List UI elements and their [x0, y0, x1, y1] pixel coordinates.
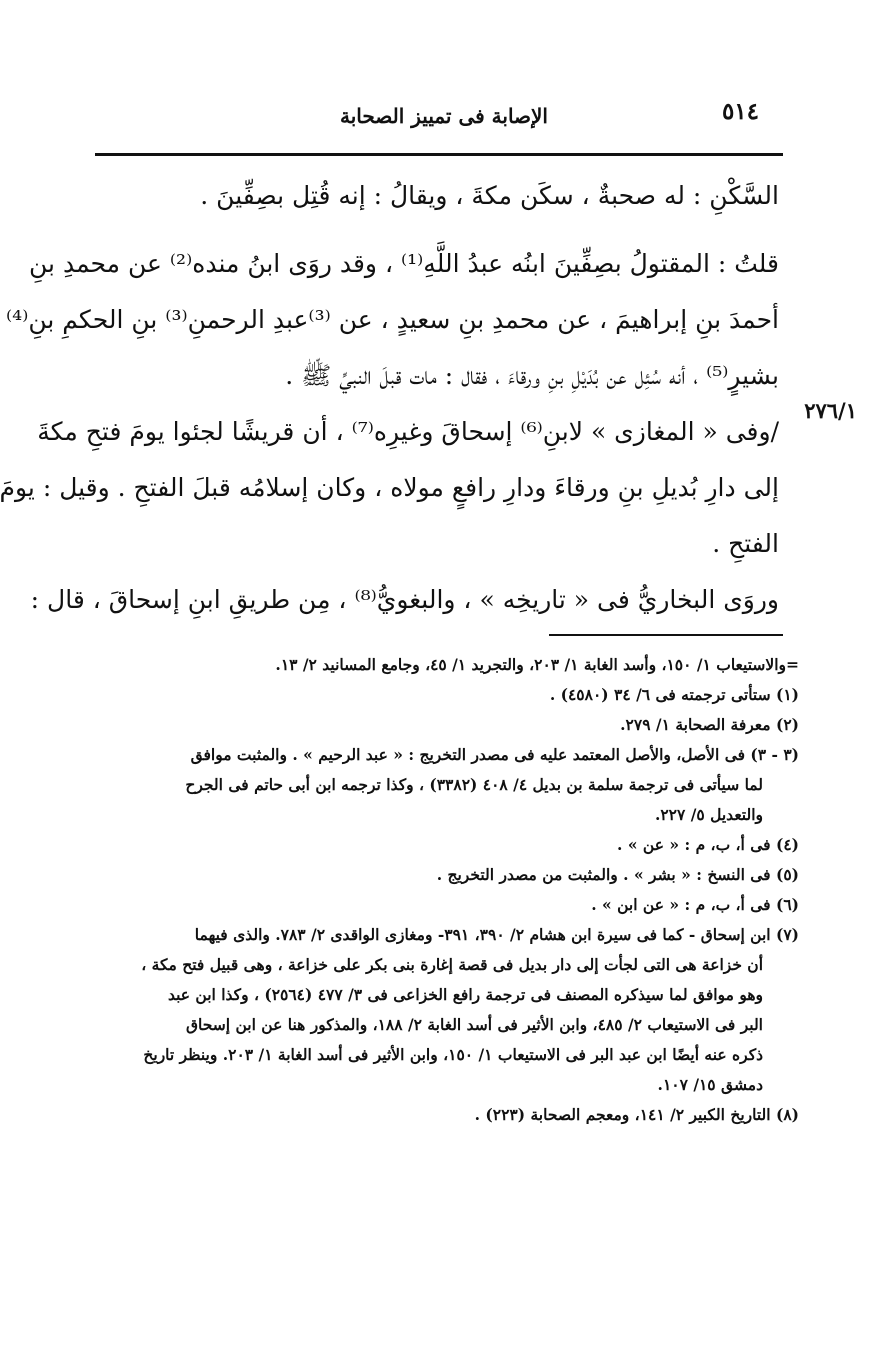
body-paragraph	[30, 572, 779, 628]
body-line: إلى دارِ بُديلِ بنِ ورقاءَ ودارِ رافعٍ مولاه ، وكان إسلامُه قبلَ الفتحِ . وقيل : يومَ	[0, 473, 779, 502]
footnote-3-cont: لما سيأتى فى ترجمة سلمة بن بديل ٤/ ٤٠٨ (٣٣٨٢) ، وكذا ترجمه ابن أبى حاتم فى الجرح	[185, 775, 763, 794]
body-line: أحمدَ بنِ إبراهيمَ ، عن محمدِ بنِ سعيدٍ ، عن ⁽³⁾عبدِ الرحمنِ⁽³⁾ بنِ الحكمِ بنِ⁽⁴⁾	[6, 305, 779, 334]
body-line: قلتُ : المقتولُ بصِفِّينَ ابنُه عبدُ اللَّهِ⁽¹⁾ ، وقد روَى ابنُ منده⁽²⁾ عن محمدِ بنِ	[29, 249, 779, 278]
footnote-4: (٤) فى أ، ب، م : « عن » .	[617, 835, 799, 854]
header-rule	[95, 153, 783, 156]
body-line: الفتحِ .	[712, 529, 779, 558]
footnote-7: (٧) ابن إسحاق - كما فى سيرة ابن هشام ٢/ ٣٩٠، ٣٩١- ومغازى الواقدى ٢/ ٧٨٣. والذى فيهما	[194, 925, 799, 944]
footnote-5: (٥) فى النسخ : « بشر » . والمثبت من مصدر التخريج .	[436, 865, 799, 884]
footnote-2: (٢) معرفة الصحابة ١/ ٢٧٩.	[620, 715, 799, 734]
body-line: بشيرٍ⁽⁵⁾ ، أنه سُئِل عن بُدَيْلِ بنِ ورقاءَ ، فقال : مات قبلَ النبيِّ ﷺ .	[285, 361, 779, 390]
footnote-7-cont: البر فى الاستيعاب ٢/ ٤٨٥، وابن الأثير فى أسد الغابة ٢/ ١٨٨، والمذكور هنا عن ابن إسحاق	[186, 1015, 763, 1034]
body-paragraph	[6, 236, 779, 404]
footnote-6: (٦) فى أ، ب، م : « عن ابن » .	[591, 895, 799, 914]
footnote-rule	[549, 634, 783, 636]
body-line: وروَى البخاريُّ فى « تاريخِه » ، والبغويُّ⁽⁸⁾ ، مِن طريقِ ابنِ إسحاقَ ، قال :	[30, 585, 779, 614]
footnote-7-cont: أن خزاعة هى التى لجأت إلى دار بديل فى قصة إغارة بنى بكر على خزاعة ، وهى قبيل فتح مكة ،	[141, 955, 763, 974]
page-number: ٥١٤	[721, 98, 759, 125]
footnote-7-cont: ذكره عنه أيضًا ابن عبد البر فى الاستيعاب ١/ ١٥٠، وابن الأثير فى أسد الغابة ١/ ٢٠٣. وينظر تاريخ	[143, 1045, 763, 1064]
footnote-3-cont: والتعديل ٥/ ٢٢٧.	[654, 805, 763, 824]
footnote-1: (١) ستأتى ترجمته فى ٦/ ٣٤ (٤٥٨٠) .	[549, 685, 799, 704]
running-title: الإصابة فى تمييز الصحابة	[340, 104, 548, 128]
footnotes	[109, 650, 799, 1130]
footnote-7-cont: وهو موافق لما سيذكره المصنف فى ترجمة رافع الخزاعى فى ٣/ ٤٧٧ (٢٥٦٤) ، وكذا ابن عبد	[167, 985, 763, 1004]
body-line: /وفى « المغازى » لابنِ⁽⁶⁾ إسحاقَ وغيرِه⁽⁷⁾ ، أن قريشًا لجئوا يومَ فتحِ مكةَ	[37, 417, 779, 446]
footnote-3: (٣ - ٣) فى الأصل، والأصل المعتمد عليه فى مصدر التخريج : « عبد الرحيم » . والمثبت موافق	[190, 745, 799, 764]
footnote-line: =والاستيعاب ١/ ١٥٠، وأسد الغابة ١/ ٢٠٣، والتجريد ١/ ٤٥، وجامع المسانيد ٢/ ١٣.	[275, 655, 799, 674]
body-line: السَّكْنِ : له صحبةٌ ، سكَن مكةَ ، ويقالُ : إنه قُتِل بصِفِّينَ .	[200, 181, 779, 210]
footnote-8: (٨) التاريخ الكبير ٢/ ١٤١، ومعجم الصحابة (٢٢٣) .	[474, 1105, 799, 1124]
margin-reference: ٢٧٦/١	[804, 398, 857, 423]
body-paragraph	[0, 404, 779, 572]
footnote-7-cont: دمشق ١٥/ ١٠٧.	[657, 1075, 763, 1094]
body-paragraph	[109, 168, 779, 224]
